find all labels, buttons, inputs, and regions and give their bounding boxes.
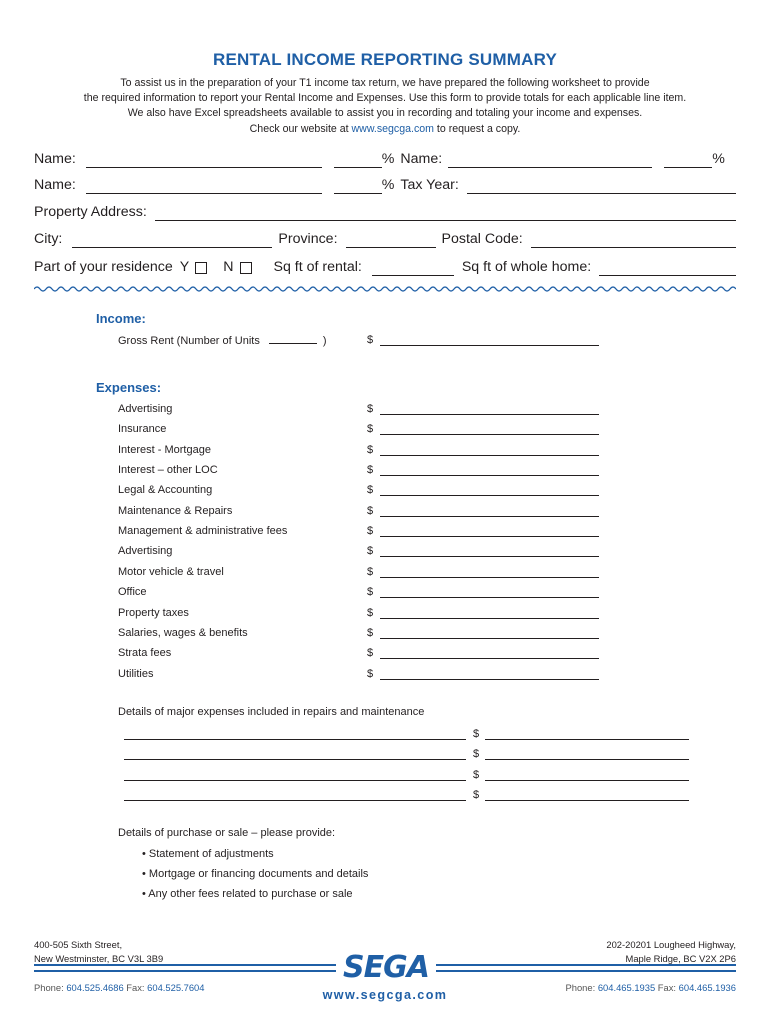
expense-label: Utilities bbox=[118, 668, 154, 680]
detail-description-field[interactable] bbox=[124, 787, 466, 801]
expense-dollar: $ bbox=[367, 668, 374, 680]
expense-amount-field[interactable] bbox=[380, 564, 599, 578]
postal-code-label: Postal Code: bbox=[441, 231, 523, 247]
purchase-sale-label: Details of purchase or sale – please provide: bbox=[118, 827, 336, 839]
name-row-1 bbox=[34, 148, 736, 168]
expense-amount-field[interactable] bbox=[380, 482, 599, 496]
expense-dollar: $ bbox=[367, 566, 374, 578]
expense-dollar: $ bbox=[367, 525, 374, 537]
number-of-units-field[interactable] bbox=[269, 333, 317, 344]
bullet-statement-of-adjustments: • Statement of adjustments bbox=[142, 848, 274, 860]
residence-yes-checkbox[interactable] bbox=[195, 262, 207, 274]
detail-dollar: $ bbox=[473, 748, 480, 760]
income-heading: Income: bbox=[96, 311, 146, 326]
expense-label: Insurance bbox=[118, 423, 167, 435]
detail-dollar: $ bbox=[473, 789, 480, 801]
name-field-1[interactable] bbox=[86, 153, 322, 168]
expense-amount-field[interactable] bbox=[380, 462, 599, 476]
detail-dollar: $ bbox=[473, 728, 480, 740]
city-row bbox=[34, 228, 736, 248]
detail-amount-field[interactable] bbox=[485, 746, 689, 760]
detail-description-field[interactable] bbox=[124, 746, 466, 760]
right-fax-label: Fax: bbox=[655, 982, 679, 993]
pct-symbol-2: % bbox=[712, 151, 725, 167]
tax-year-field[interactable] bbox=[467, 179, 736, 194]
intro-text bbox=[20, 76, 750, 137]
property-address-label: Property Address: bbox=[34, 204, 147, 220]
expense-label: Interest - Mortgage bbox=[118, 444, 211, 456]
intro-line-1: To assist us in the preparation of your T1 income tax return, we have prepared the following worksheet to provide bbox=[120, 77, 650, 89]
ownership-pct-field-1[interactable] bbox=[334, 153, 382, 168]
expense-label: Advertising bbox=[118, 545, 173, 557]
detail-dollar: $ bbox=[473, 769, 480, 781]
footer-website-link[interactable]: www.segcga.com bbox=[322, 988, 448, 1002]
right-fax: 604.465.1936 bbox=[678, 982, 736, 993]
major-expenses-label: Details of major expenses included in repairs and maintenance bbox=[118, 706, 425, 718]
website-link[interactable]: www.segcga.com bbox=[351, 122, 434, 135]
gross-rent-amount-field[interactable] bbox=[380, 332, 599, 346]
name-row-2 bbox=[34, 174, 736, 194]
left-fax: 604.525.7604 bbox=[147, 982, 205, 993]
residence-row bbox=[34, 256, 736, 276]
expense-label: Management & administrative fees bbox=[118, 525, 288, 537]
sqft-rental-field[interactable] bbox=[372, 261, 454, 276]
left-office-address bbox=[34, 938, 163, 966]
detail-description-field[interactable] bbox=[124, 726, 466, 740]
gross-rent-dollar: $ bbox=[367, 334, 374, 346]
intro-line-4-suffix: to request a copy. bbox=[433, 122, 521, 135]
expense-label: Salaries, wages & benefits bbox=[118, 627, 248, 639]
no-label: N bbox=[223, 259, 234, 275]
intro-line-4-prefix: Check our website at bbox=[249, 122, 352, 135]
sqft-rental-label: Sq ft of rental: bbox=[273, 259, 362, 275]
gross-rent-row bbox=[118, 333, 327, 347]
gross-rent-label: Gross Rent (Number of Units bbox=[118, 335, 260, 347]
expense-label: Advertising bbox=[118, 403, 173, 415]
property-address-row bbox=[34, 201, 736, 221]
postal-code-field[interactable] bbox=[531, 233, 736, 248]
expense-amount-field[interactable] bbox=[380, 666, 599, 680]
expense-amount-field[interactable] bbox=[380, 584, 599, 598]
expense-amount-field[interactable] bbox=[380, 421, 599, 435]
detail-description-field[interactable] bbox=[124, 767, 466, 781]
expense-label: Interest – other LOC bbox=[118, 464, 218, 476]
name-field-3[interactable] bbox=[86, 179, 322, 194]
property-address-field[interactable] bbox=[155, 206, 736, 221]
intro-line-3: We also have Excel spreadsheets available to assist you in recording and totaling your income and expenses. bbox=[127, 107, 643, 120]
expense-amount-field[interactable] bbox=[380, 543, 599, 557]
residence-no-checkbox[interactable] bbox=[240, 262, 252, 274]
right-phone-label: Phone: bbox=[565, 982, 598, 993]
expense-amount-field[interactable] bbox=[380, 442, 599, 456]
right-phone: 604.465.1935 bbox=[597, 982, 656, 993]
bullet-other-fees: • Any other fees related to purchase or sale bbox=[142, 888, 353, 900]
pct-symbol-1: % bbox=[381, 151, 395, 167]
expense-dollar: $ bbox=[367, 545, 374, 557]
name-label-3: Name: bbox=[34, 177, 76, 193]
expense-label: Maintenance & Repairs bbox=[118, 505, 233, 517]
expense-amount-field[interactable] bbox=[380, 645, 599, 659]
expense-label: Legal & Accounting bbox=[118, 484, 213, 496]
detail-amount-field[interactable] bbox=[485, 787, 689, 801]
page-title: RENTAL INCOME REPORTING SUMMARY bbox=[212, 50, 557, 69]
residence-label: Part of your residence bbox=[34, 259, 173, 275]
city-field[interactable] bbox=[72, 233, 272, 248]
detail-amount-field[interactable] bbox=[485, 767, 689, 781]
expenses-heading: Expenses: bbox=[96, 380, 162, 395]
intro-line-4 bbox=[20, 122, 750, 137]
expense-dollar: $ bbox=[367, 627, 374, 639]
ownership-pct-field-2[interactable] bbox=[664, 153, 712, 168]
sqft-home-label: Sq ft of whole home: bbox=[461, 259, 592, 275]
expense-dollar: $ bbox=[367, 444, 374, 456]
left-phone: 604.525.4686 bbox=[66, 982, 124, 993]
yes-label: Y bbox=[179, 259, 190, 275]
intro-line-2: the required information to report your Rental Income and Expenses. Use this form to provide totals for each applicable line item. bbox=[83, 92, 687, 105]
expense-label: Motor vehicle & travel bbox=[118, 566, 224, 578]
wavy-divider bbox=[34, 284, 736, 294]
expense-dollar: $ bbox=[367, 464, 374, 476]
detail-amount-field[interactable] bbox=[485, 726, 689, 740]
sqft-home-field[interactable] bbox=[599, 261, 736, 276]
name-label-2: Name: bbox=[400, 151, 443, 167]
right-office-address bbox=[606, 938, 736, 966]
name-field-2[interactable] bbox=[448, 153, 652, 168]
expense-dollar: $ bbox=[367, 586, 374, 598]
gross-rent-close-paren: ) bbox=[322, 335, 327, 347]
province-label: Province: bbox=[278, 231, 338, 247]
expense-dollar: $ bbox=[367, 505, 374, 517]
expense-amount-field[interactable] bbox=[380, 523, 599, 537]
sega-logo: SEGA bbox=[336, 948, 436, 988]
expense-amount-field[interactable] bbox=[380, 605, 599, 619]
expense-dollar: $ bbox=[367, 423, 374, 435]
left-phone-label: Phone: bbox=[34, 982, 67, 993]
expense-dollar: $ bbox=[367, 647, 374, 659]
tax-year-label: Tax Year: bbox=[400, 177, 459, 193]
city-label: City: bbox=[34, 231, 63, 247]
expense-label: Office bbox=[118, 586, 147, 598]
pct-symbol-3: % bbox=[381, 177, 395, 193]
left-address-line-2: New Westminster, BC V3L 3B9 bbox=[34, 953, 164, 964]
expense-label: Property taxes bbox=[118, 607, 189, 619]
expense-amount-field[interactable] bbox=[380, 625, 599, 639]
expense-label: Strata fees bbox=[118, 647, 172, 659]
left-address-line-1: 400-505 Sixth Street, bbox=[34, 939, 123, 950]
expense-amount-field[interactable] bbox=[380, 401, 599, 415]
ownership-pct-field-3[interactable] bbox=[334, 179, 382, 194]
bullet-mortgage-documents: • Mortgage or financing documents and details bbox=[142, 868, 369, 880]
expense-dollar: $ bbox=[367, 484, 374, 496]
province-field[interactable] bbox=[346, 233, 436, 248]
name-label-1: Name: bbox=[34, 151, 76, 167]
right-address-line-2: Maple Ridge, BC V2X 2P6 bbox=[625, 953, 736, 964]
expense-dollar: $ bbox=[367, 607, 374, 619]
expense-dollar: $ bbox=[367, 403, 374, 415]
expense-amount-field[interactable] bbox=[380, 503, 599, 517]
right-address-line-1: 202-20201 Lougheed Highway, bbox=[606, 939, 736, 950]
left-fax-label: Fax: bbox=[123, 982, 148, 993]
